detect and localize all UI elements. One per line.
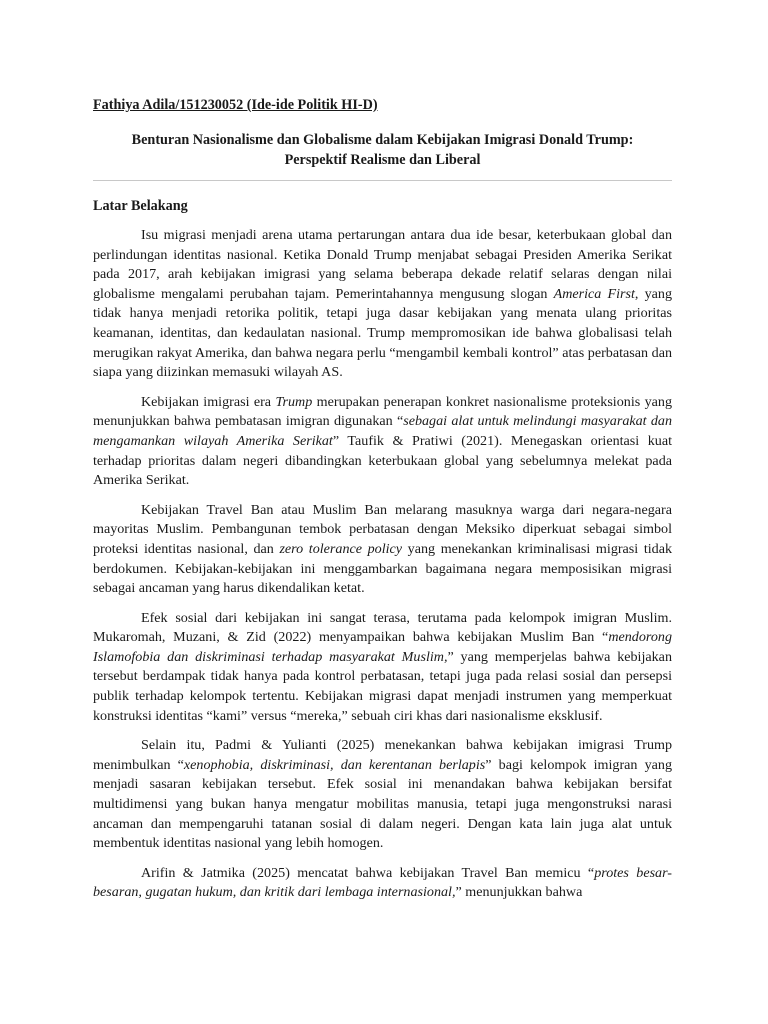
document-title [93, 130, 672, 170]
italic-quote: protes besar-besaran, gugatan hukum, dan kritik dari lembaga internasional, [93, 864, 672, 901]
paragraph-1 [93, 226, 672, 383]
title-line-2: Perspektif Realisme dan Liberal [284, 152, 481, 168]
italic-term: America First [553, 285, 635, 302]
italic-quote: sebagai alat untuk melindungi masyarakat dan mengamankan wilayah Amerika Serikat [93, 413, 672, 449]
paragraph-text: , yang tidak hanya menjadi retorika politik, tetapi juga dasar kebijakan yang menata ulang prioritas keamanan, identitas, dan kedaulatan nasional. Trump mempromosikan ide bahwa globalisasi telah merugikan rakyat Amerika, dan bahwa negara perlu “mengambil kembali kontrol” atas perbatasan dan siapa yang diizinkan memasuki wilayah AS. [93, 285, 672, 381]
paragraph-3 [93, 501, 672, 599]
paragraph-4 [93, 609, 672, 727]
paragraph-6 [93, 864, 672, 903]
paragraph-text: Isu migrasi menjadi arena utama pertarungan antara dua ide besar, keterbukaan global dan perlindungan identitas nasional. Ketika Donald Trump menjabat sebagai Presiden Amerika Serikat pada 2017, arah kebijakan imigrasi yang selama beberapa dekade relatif selaras dengan nilai globalisme mengalami perubahan tajam. Pemerintahannya mengusung slogan [93, 227, 672, 302]
paragraph-text: ” menunjukkan bahwa [455, 884, 583, 901]
paragraph-5 [93, 736, 672, 854]
paragraph-text: Selain itu, Padmi & Yulianti (2025) menekankan bahwa kebijakan imigrasi Trump menimbulkan “ [93, 737, 672, 773]
paragraph-text: Arifin & Jatmika (2025) mencatat bahwa kebijakan Travel Ban memicu “ [141, 864, 595, 881]
section-heading: Latar Belakang [93, 198, 188, 214]
italic-term: zero tolerance policy [279, 540, 403, 557]
paragraph-text: Kebijakan imigrasi era [141, 393, 276, 410]
author-line: Fathiya Adila/151230052 (Ide-ide Politik HI-D) [93, 97, 378, 113]
italic-quote: xenophobia, diskriminasi, dan kerentanan berlapis [183, 756, 486, 773]
italic-term: Trump [275, 393, 313, 410]
paragraph-text: ” yang memperjelas bahwa kebijakan tersebut berdampak tidak hanya pada kontrol perbatasan, tetapi juga pada relasi sosial dan persepsi publik terhadap kelompok tertentu. Kebijakan migrasi dapat menjadi instrumen yang memperkuat konstruksi identitas “kami” versus “mereka,” sebuah ciri khas dari nasionalisme eksklusif. [93, 648, 672, 724]
paragraph-text: ” Taufik & Pratiwi (2021). Menegaskan orientasi kuat terhadap prioritas dalam negeri dibandingkan keterbukaan global yang sebelumnya melekat pada Amerika Serikat. [93, 432, 672, 489]
paragraph-text: Efek sosial dari kebijakan ini sangat terasa, terutama pada kelompok imigran Muslim. Mukaromah, Muzani, & Zid (2022) menyampaikan bahwa kebijakan Muslim Ban “ [93, 609, 672, 646]
paragraph-text: yang menekankan kriminalisasi migrasi tidak berdokumen. Kebijakan-kebijakan ini menggambarkan bagaimana negara memposisikan migrasi sebagai ancaman yang harus dikendalikan ketat. [93, 540, 672, 597]
title-divider [93, 180, 672, 181]
paragraph-text: merupakan penerapan konkret nasionalisme proteksionis yang menunjukkan bahwa pembatasan imigran digunakan “ [93, 393, 672, 430]
paragraph-text: ” bagi kelompok imigran yang menjadi sasaran kebijakan tersebut. Efek sosial ini menandakan bahwa kebijakan bersifat multidimensi yang bukan hanya mengatur mobilitas manusia, tetapi juga mengonstruksi narasi ancaman dan mempengaruhi tatanan sosial di dalam negeri. Dengan kata lain juga alat untuk membentuk identitas nasional yang lebih homogen. [93, 756, 673, 852]
paragraph-text: Kebijakan Travel Ban atau Muslim Ban melarang masuknya warga dari negara-negara mayoritas Muslim. Pembangunan tembok perbatasan dengan Meksiko diperkuat sebagai simbol proteksi identitas nasional, dan [93, 501, 672, 557]
paragraph-2 [93, 393, 672, 491]
italic-quote: mendorong Islamofobia dan diskriminasi terhadap masyarakat Muslim, [93, 629, 672, 665]
title-line-1: Benturan Nasionalisme dan Globalisme dalam Kebijakan Imigrasi Donald Trump: [131, 132, 634, 148]
